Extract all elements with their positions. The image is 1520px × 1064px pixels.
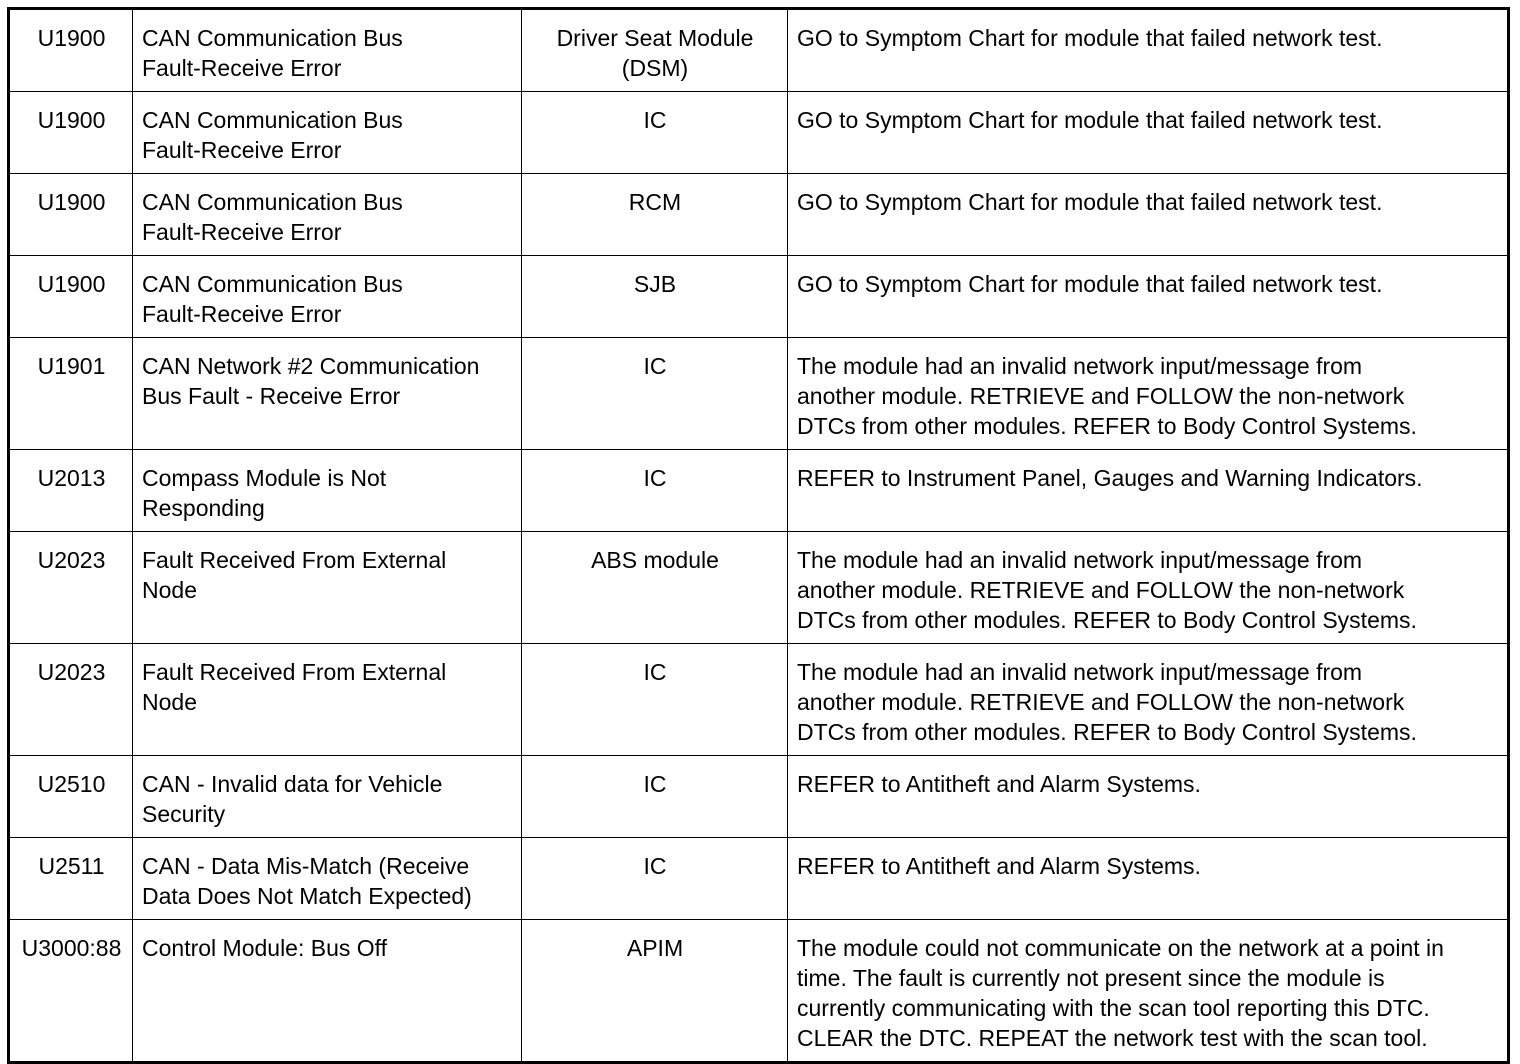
module-cell-line: SJB [633, 271, 677, 297]
description-cell-line: Fault Received From External [142, 659, 447, 685]
action-cell [788, 450, 1509, 532]
module-cell [522, 920, 788, 1063]
action-cell [788, 532, 1509, 644]
dtc-code-cell: U1901 [9, 338, 133, 450]
description-cell-line: CAN Communication Bus [142, 107, 403, 133]
description-cell-line: Responding [142, 495, 265, 521]
module-cell-line: IC [643, 465, 667, 491]
description-cell [133, 338, 522, 450]
action-cell-line: GO to Symptom Chart for module that failed network test. [797, 189, 1383, 215]
description-cell [133, 756, 522, 838]
dtc-code-cell: U3000:88 [9, 920, 133, 1063]
description-cell-line: Node [142, 577, 197, 603]
table-row [9, 756, 1509, 838]
action-cell-line: GO to Symptom Chart for module that failed network test. [797, 25, 1383, 51]
module-cell [522, 756, 788, 838]
module-cell-line: ABS module [591, 547, 719, 573]
action-cell-line: DTCs from other modules. REFER to Body Control Systems. [797, 607, 1417, 633]
description-cell-line: Fault-Receive Error [142, 301, 342, 327]
module-cell [522, 174, 788, 256]
action-cell [788, 338, 1509, 450]
action-cell [788, 920, 1509, 1063]
module-cell [522, 450, 788, 532]
table-row [9, 338, 1509, 450]
action-cell-line: The module had an invalid network input/message from [797, 547, 1363, 573]
table-row [9, 838, 1509, 920]
table-row [9, 920, 1509, 1063]
module-cell [522, 9, 788, 92]
action-cell [788, 256, 1509, 338]
description-cell [133, 920, 522, 1063]
action-cell-line: another module. RETRIEVE and FOLLOW the non-network [797, 577, 1405, 603]
action-cell [788, 644, 1509, 756]
dtc-code-cell: U1900 [9, 9, 133, 92]
action-cell [788, 838, 1509, 920]
table-row [9, 450, 1509, 532]
description-cell-line: Compass Module is Not [142, 465, 387, 491]
description-cell-line: CAN Communication Bus [142, 189, 403, 215]
action-cell [788, 9, 1509, 92]
dtc-table-body [9, 9, 1509, 1063]
description-cell [133, 532, 522, 644]
dtc-code-cell: U1900 [9, 92, 133, 174]
description-cell-line: Fault-Receive Error [142, 219, 342, 245]
action-cell-line: The module had an invalid network input/message from [797, 353, 1363, 379]
action-cell-line: REFER to Antitheft and Alarm Systems. [797, 771, 1201, 797]
description-cell-line: Bus Fault - Receive Error [142, 383, 401, 409]
description-cell-line: Security [142, 801, 226, 827]
action-cell-line: DTCs from other modules. REFER to Body Control Systems. [797, 719, 1417, 745]
module-cell [522, 644, 788, 756]
action-cell-line: REFER to Instrument Panel, Gauges and Warning Indicators. [797, 465, 1423, 491]
action-cell-line: REFER to Antitheft and Alarm Systems. [797, 853, 1201, 879]
description-cell [133, 9, 522, 92]
module-cell-line: IC [643, 853, 667, 879]
description-cell-line: Fault-Receive Error [142, 55, 342, 81]
table-row [9, 256, 1509, 338]
module-cell [522, 838, 788, 920]
description-cell-line: CAN Communication Bus [142, 271, 403, 297]
description-cell [133, 838, 522, 920]
dtc-code-cell: U2013 [9, 450, 133, 532]
description-cell-line: CAN Network #2 Communication [142, 353, 480, 379]
module-cell-line: (DSM) [621, 55, 689, 81]
module-cell-line: IC [643, 107, 667, 133]
dtc-code-cell: U2511 [9, 838, 133, 920]
action-cell-line: another module. RETRIEVE and FOLLOW the non-network [797, 689, 1405, 715]
action-cell [788, 92, 1509, 174]
description-cell-line: CAN - Data Mis-Match (Receive [142, 853, 470, 879]
dtc-code-cell: U2510 [9, 756, 133, 838]
dtc-code-cell: U1900 [9, 174, 133, 256]
action-cell-line: GO to Symptom Chart for module that failed network test. [797, 107, 1383, 133]
description-cell-line: Fault Received From External [142, 547, 447, 573]
module-cell-line: IC [643, 659, 667, 685]
table-row [9, 532, 1509, 644]
description-cell-line: Node [142, 689, 197, 715]
module-cell-line: IC [643, 353, 667, 379]
description-cell-line: CAN Communication Bus [142, 25, 403, 51]
module-cell-line: Driver Seat Module [556, 25, 754, 51]
description-cell [133, 450, 522, 532]
description-cell [133, 174, 522, 256]
action-cell-line: The module could not communicate on the network at a point in [797, 935, 1444, 961]
dtc-code-cell: U2023 [9, 644, 133, 756]
dtc-code-cell: U1900 [9, 256, 133, 338]
description-cell-line: CAN - Invalid data for Vehicle [142, 771, 443, 797]
description-cell-line: Data Does Not Match Expected) [142, 883, 472, 909]
description-cell [133, 256, 522, 338]
table-row [9, 644, 1509, 756]
action-cell-line: another module. RETRIEVE and FOLLOW the non-network [797, 383, 1405, 409]
action-cell-line: time. The fault is currently not present since the module is [797, 965, 1385, 991]
module-cell-line: APIM [626, 935, 684, 961]
module-cell [522, 256, 788, 338]
description-cell [133, 92, 522, 174]
dtc-table [7, 7, 1510, 1064]
module-cell [522, 92, 788, 174]
table-row [9, 174, 1509, 256]
action-cell [788, 756, 1509, 838]
module-cell-line: IC [643, 771, 667, 797]
description-cell-line: Fault-Receive Error [142, 137, 342, 163]
dtc-code-cell: U2023 [9, 532, 133, 644]
action-cell-line: CLEAR the DTC. REPEAT the network test with the scan tool. [797, 1025, 1428, 1051]
action-cell-line: GO to Symptom Chart for module that failed network test. [797, 271, 1383, 297]
action-cell-line: currently communicating with the scan tool reporting this DTC. [797, 995, 1430, 1021]
action-cell-line: The module had an invalid network input/message from [797, 659, 1363, 685]
module-cell-line: RCM [628, 189, 682, 215]
action-cell-line: DTCs from other modules. REFER to Body Control Systems. [797, 413, 1417, 439]
description-cell-line: Control Module: Bus Off [142, 935, 388, 961]
action-cell [788, 174, 1509, 256]
module-cell [522, 338, 788, 450]
description-cell [133, 644, 522, 756]
table-row [9, 9, 1509, 92]
table-row [9, 92, 1509, 174]
module-cell [522, 532, 788, 644]
